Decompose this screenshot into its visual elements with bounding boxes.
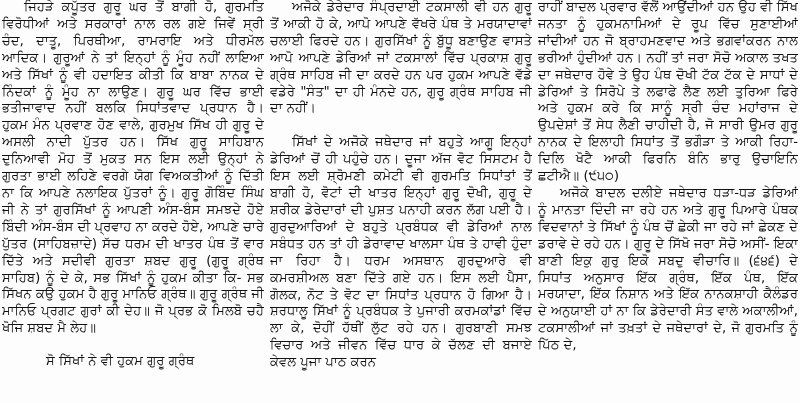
paragraph-text: ਅਜੋਕੇ ਬਾਦਲ ਦਲੀਏ ਜਥੇਦਾਰ ਧੜਾ-ਧੜ ਡੇਰਿਆਂ ਨੂੰ ਮਾਨਤਾ ਦਿੰਦੀ ਜਾ ਰਹੇ ਹਨ ਅਤੇ ਗੁਰੂ ਪਿਆਰੇ ਪੰਥਕ ਵਿਦਵਾਨਾਂ ਤੇ ਸਿੱਖਾਂ ਨੂੰ ਪੰਥ ਚੋਂ ਛੇਕੀ ਜਾ ਰਹੇ ਜਾਂ ਛੇਕਣ ਦੇ ਡਰਾਵੇ ਦੇ ਰਹੇ ਹਨ। ਗੁਰੂ ਦੇ ਸਿੱਖੋ ਜਰਾ ਸੋਚੋ ਅਸੀਂ- ਇਕਾ ਬਾਣੀ ਇਕੁ ਗੁਰੁ ਇਕੋ ਸਬਦੁ ਵੀਚਾਰਿ॥ (੬੪੬) ਦੇ ਸਿਧਾਂਤ ਅਨੁਸਾਰ ਇੱਕ ਗ੍ਰੰਥ, ਇੱਕ ਪੰਥ, ਇੱਕ ਮਰਯਾਦਾ, ਇੱਕ ਨਿਸ਼ਾਨ ਅਤੇ ਇੱਕ ਨਾਨਕਸ਼ਾਹੀ ਕੈਲੰਡਰ ਦੇ ਅਨੁਯਾਈ ਹਾਂ ਨਾ ਕਿ ਡੇਰੇਦਾਰੀ ਸੰਤ ਵਾਲੇ ਅਕਾਲੀਆਂ, ਟਕਸਾਲੀਆਂ ਜਾਂ ਤਖ਼ਤਾਂ ਦੇ ਜਥੇਦਾਰਾਂ ਦੇ, ਜੋ ਗੁਰਮਤਿ ਨੂੰ ਪਿੱਠ ਦੇ, bbox=[538, 185, 798, 354]
paragraph bbox=[2, 354, 264, 371]
paragraph bbox=[538, 0, 798, 186]
paragraph bbox=[270, 0, 532, 118]
text-column-2 bbox=[270, 0, 532, 403]
paragraph-text: ਰਾਹੀਂ ਬਾਦਲ ਪ੍ਰਵਾਰ ਵੱਲੋਂ ਆਉਂਦੀਆਂ ਹਨ ਉਹ ਵੀ ਸਿੱਖ ਜਨਤਾ ਨੂੰ ਹੁਕਮਨਾਮਿਆਂ ਦੇ ਰੂਪ ਵਿੱਚ ਸੁਣਾਈਆਂ ਜਾਂਦੀਆਂ ਹਨ ਜੋ ਬ੍ਰਾਹਮਣਵਾਦ ਅਤੇ ਭਗਵਾਂਕਰਨ ਨਾਲ ਭਰੀਆਂ ਹੁੰਦੀਆਂ ਹਨ। ਨਹੀਂ ਤਾਂ ਜਰਾ ਸੋਚੋ ਅਕਾਲ ਤਖਤ ਦਾ ਜਥੇਦਾਰ ਹੋਵੇ ਤੇ ਉਹ ਪੰਥ ਦੋਖੀ ਟੱਕ ਟੱਕ ਦੇ ਸਾਧਾਂ ਦੇ ਡੇਰਿਆਂ ਤੇ ਸਿਰੋਪੇ ਤੇ ਲਫਾਫੇ ਲੈਣ ਲਈ ਤੁਰਿਆ ਫਿਰੇ ਅਤੇ ਹੁਕਮ ਕਰੇ ਕਿ ਸਾਨੂੰ ਸ੍ਰੀ ਚੰਦ ਮਹਾਂਰਾਜ ਦੇ ਉਪਦੇਸ਼ਾਂ ਤੋਂ ਸੇਧ ਲੈਣੀ ਚਾਹੀਦੀ ਹੈ, ਜੋ ਸਾਰੀ ਉਮਰ ਗੁਰੂ ਨਾਨਕ ਦੇ ਇਲਾਹੀ ਸਿਧਾਂਤ ਤੋਂ ਭਗੌੜਾ ਤੇ ਆਕੀ ਰਿਹਾ- ਦਿਲਿ ਖੋਟੈ ਆਕੀ ਫਿਰਨਿ ਬੰਨਿ ਭਾਰੁ ਉਚਾਇਨਿ ਛਟੀਐ॥ (੯੫੦) bbox=[538, 0, 798, 185]
paragraph-text: ਜਿਹੜੇ ਕਪੂੱਤਰ ਗੁਰੂ ਘਰ ਤੋਂ ਬਾਗੀ ਹੋ, ਗੁਰਮਤਿ ਵਿਰੋਧੀਆਂ ਅਤੇ ਸਰਕਾਰਾਂ ਨਾਲ ਰਲ ਗਏ ਜਿਵੇਂ ਸ੍ਰੀ ਚੰਦ, ਦਾਤੂ, ਪਿਰਥੀਆ, ਰਾਮਰਾਇ ਅਤੇ ਧੀਰਮੱਲ ਆਦਿਕ। ਗੁਰੂਆਂ ਨੇ ਤਾਂ ਇਨ੍ਹਾਂ ਨੂੰ ਮੂੰਹ ਨਹੀਂ ਲਾਇਆ ਅਤੇ ਸਿੱਖਾਂ ਨੂੰ ਵੀ ਹਦਾਇਤ ਕੀਤੀ ਕਿ ਬਾਬਾ ਨਾਨਕ ਦੇ ਨਿੰਦਕਾਂ ਨੂੰ ਮੂੰਹ ਨਾ ਲਾਉਣ। ਗੁਰੂ ਘਰ ਵਿੱਚ ਭਾਈ ਭਤੀਜਾਵਾਦ ਨਹੀਂ ਬਲਕਿ ਸਿਧਾਂਤਵਾਦ ਪ੍ਰਧਾਨ ਹੈ। ਹੁਕਮ ਮੰਨ ਪ੍ਰਵਾਣ ਹੋਣ ਵਾਲੇ, ਗੁਰਮੁਖ ਸਿੱਖ ਹੀ ਗੁਰੂ ਦੇ ਅਸਲੀ ਨਾਦੀ ਪੁੱਤਰ ਹਨ। ਸਿੱਖ ਗੁਰੂ ਸਾਹਿਬਾਨ ਦੁਨਿਆਵੀ ਮੋਹ ਤੋਂ ਮੁਕਤ ਸਨ ਇਸ ਲਈ ਉਨ੍ਹਾਂ ਨੇ ਗੁਰਤਾ ਭਾਈ ਲਹਿਣੇ ਵਰਗੇ ਯੋਗ ਵਿਅਕਤੀਆਂ ਨੂੰ ਦਿੱਤੀ ਨਾ ਕਿ ਆਪਣੇ ਨਲਾਇਕ ਪੁੱਤਰਾਂ ਨੂੰ। ਗੁਰੂ ਗੋਬਿੰਦ ਸਿੰਘ ਜੀ ਨੇ ਤਾਂ ਗੁਰਸਿੱਖਾਂ ਨੂੰ ਆਪਣੀ ਅੰਸ-ਬੰਸ ਸਮਝਦੇ ਹੋਏ ਬਿੰਦੀ ਅੰਸ-ਬੰਸ ਦੀ ਪ੍ਰਵਾਹ ਨਾ ਕਰਦੇ ਹੋਏ, ਆਪਣੇ ਚਾਰੇ ਪੁੱਤਰ (ਸਾਹਿਬਜ਼ਾਦੇ) ਸੱਚ ਧਰਮ ਦੀ ਖਾਤਰ ਪੰਥ ਤੋਂ ਵਾਰ ਦਿੱਤੇ ਅਤੇ ਸਦੀਵੀ ਗੁਰਤਾ ਸ਼ਬਦ ਗੁਰੂ (ਗੁਰੂ ਗ੍ਰੰਥ ਸਾਹਿਬ) ਨੂੰ ਦੇ ਕੇ, ਸਭ ਸਿੱਖਾਂ ਨੂੰ ਹੁਕਮ ਕੀਤਾ ਕਿ- ਸਭ ਸਿੱਖਨ ਕਉ ਹੁਕਮ ਹੈ ਗੁਰੂ ਮਾਨਿਓ ਗ੍ਰੰਥ॥ ਗੁਰੂ ਗ੍ਰੰਥ ਜੀ ਮਾਨਿਓ ਪ੍ਰਗਟ ਗੁਰਾਂ ਕੀ ਦੇਹ॥ ਜੋ ਪ੍ਰਭ ਕੋ ਮਿਲਬੋ ਚਹੈ ਖੋਜਿ ਸ਼ਬਦ ਮੈ ਲੇਹ॥ bbox=[2, 0, 264, 337]
text-column-1 bbox=[2, 0, 264, 403]
text-column-3 bbox=[538, 0, 798, 403]
paragraph-gap bbox=[270, 118, 532, 135]
paragraph-text: ਸੋ ਸਿੱਖਾਂ ਨੇ ਵੀ ਹੁਕਮ ਗੁਰੂ ਗ੍ਰੰਥ bbox=[46, 354, 195, 370]
paragraph bbox=[2, 0, 264, 338]
paragraph-text: ਸਿੱਖਾਂ ਦੇ ਅਜੋਕੇ ਜਥੇਦਾਰ ਜਾਂ ਬਹੁਤੇ ਆਗੂ ਇਨ੍ਹਾਂ ਡੇਰਿਆਂ ਚੋਂ ਹੀ ਪਹੁੰਚੇ ਹਨ। ਦੂਜਾ ਅੱਜ ਵੋਟ ਸਿਸਟਮ ਹੈ ਇਸ ਲਈ ਸ਼੍ਰੋਮਣੀ ਕਮੇਟੀ ਵੀ ਗੁਰਮਤਿ ਸਿਧਾਂਤਾਂ ਤੋਂ ਬਾਗੀ ਹੋ, ਵੋਟਾਂ ਦੀ ਖਾਤਰ ਇਨ੍ਹਾਂ ਗੁਰੂ ਦੋਖੀ, ਗੁਰੂ ਦੇ ਸ਼ਰੀਕ ਡੇਰੇਦਾਰਾਂ ਦੀ ਪੁਸ਼ਤ ਪਨਾਹੀ ਕਰਨ ਲੱਗ ਪਈ ਹੈ। ਗੁਰਦੁਆਰਿਆਂ ਦੇ ਬਹੁਤੇ ਪ੍ਰਬੰਧਕ ਵੀ ਡੇਰਿਆਂ ਨਾਲ ਸਬੰਧਤ ਹਨ ਤਾਂ ਹੀ ਡੇਰਾਵਾਦ ਖਾਲਸਾ ਪੰਥ ਤੇ ਹਾਵੀ ਹੁੰਦਾ ਜਾ ਰਿਹਾ ਹੈ। ਧਰਮ ਅਸਥਾਨ ਗੁਰਦੁਆਰੇ ਵੀ ਕਮਰਸ਼ੀਅਲ ਬਣਾ ਦਿੱਤੇ ਗਏ ਹਨ। ਇਸ ਲਈ ਪੈਸਾ, ਗੋਲਕ, ਨੋਟ ਤੇ ਵੋਟ ਦਾ ਸਿਧਾਂਤ ਪ੍ਰਧਾਨ ਹੋ ਗਿਆ ਹੈ। ਸ਼ਰਧਾਲੂ ਸਿੱਖਾਂ ਨੂੰ ਪ੍ਰਬੰਧਕ ਤੇ ਪੁਜਾਰੀ ਕਰਮਕਾਂਡਾਂ ਵਿੱਚ ਲਾ ਕੇ, ਦੋਹੀਂ ਹੱਥੀਂ ਲੁੱਟ ਰਹੇ ਹਨ। ਗੁਰਬਾਣੀ ਸਮਝ ਵਿਚਾਰ ਅਤੇ ਜੀਵਨ ਵਿੱਚ ਧਾਰ ਕੇ ਚੱਲਣ ਦੀ ਬਜਾਏ ਕੇਵਲ ਪੂਜਾ ਪਾਠ ਕਰਨ bbox=[270, 135, 532, 371]
paragraph-text: ਅਜੋਕੇ ਡੇਰੇਦਾਰ ਸੰਪ੍ਰਦਾਈ ਟਕਸਾਲੀ ਵੀ ਹਨ ਗੁਰੂ ਤੋਂ ਆਕੀ ਹੋ ਕੇ, ਆਪੋ ਆਪਣੇ ਵੱਖਰੇ ਪੰਥ ਤੇ ਮਰਯਾਦਾਵਾਂ ਚਲਾਈ ਫਿਰਦੇ ਹਨ। ਗੁਰਸਿੱਖਾਂ ਨੂੰ ਬੁੱਧੂ ਬਣਾਉਣ ਵਾਸਤੇ ਆਪੋ ਆਪਣੇ ਡੇਰਿਆਂ ਜਾਂ ਟਕਸਾਲਾਂ ਵਿੱਚ ਪ੍ਰਕਾਸ਼ ਗੁਰੂ ਗ੍ਰੰਥ ਸਾਹਿਬ ਜੀ ਦਾ ਕਰਦੇ ਹਨ ਪਰ ਹੁਕਮ ਆਪਣੇ ਵੱਡੇ ਵਡੇਰੇ "ਸੰਤ" ਦਾ ਹੀ ਮੰਨਦੇ ਹਨ, ਗੁਰੂ ਗ੍ਰੰਥ ਸਾਹਿਬ ਜੀ ਦਾ ਨਹੀਂ। bbox=[270, 0, 532, 117]
paragraph-gap bbox=[2, 338, 264, 354]
paragraph bbox=[538, 186, 798, 355]
paragraph bbox=[270, 135, 532, 372]
